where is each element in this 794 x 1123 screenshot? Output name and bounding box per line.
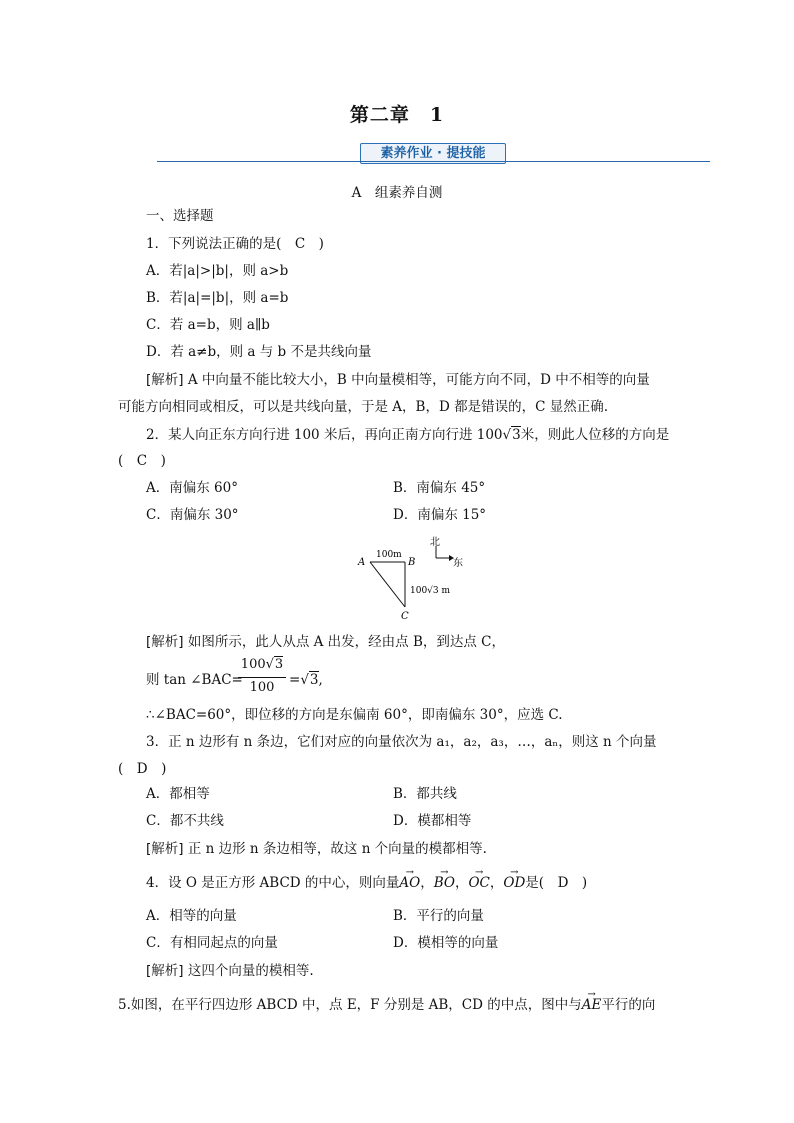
q1-analysis-text1: A 中向量不能比较大小，B 中向量模相等，可能方向不同，D 中不相等的向量 xyxy=(187,372,650,388)
analysis-tag: [解析] xyxy=(146,372,184,388)
result-comma: , xyxy=(318,672,323,688)
sqrt-radicand: 3 xyxy=(274,657,284,672)
q3-option-c: C．都不共线 xyxy=(146,813,224,829)
q1-analysis-line1 xyxy=(146,371,650,389)
q2-option-a: A．南偏东 60° xyxy=(146,480,238,496)
sqrt-expression: √3 xyxy=(300,672,319,688)
q2-option-c: C．南偏东 30° xyxy=(146,507,239,523)
q3-option-b: B．都共线 xyxy=(393,786,457,802)
q2-figure xyxy=(350,533,480,625)
vector-od: → OD xyxy=(503,874,525,892)
point-b-label: B xyxy=(408,557,416,568)
analysis-tag: [解析] xyxy=(146,634,184,650)
fraction-bar xyxy=(238,677,286,678)
sqrt-radicand: 3 xyxy=(512,427,521,443)
q4-stem-prefix: 4．设 O 是正方形 ABCD 的中心，则向量 xyxy=(146,875,400,891)
q2-analysis-result xyxy=(289,671,323,689)
fraction-numerator xyxy=(236,657,288,672)
q4-analysis xyxy=(146,962,314,980)
q2-analysis-prefix: 则 tan ∠BAC= xyxy=(146,672,243,688)
compass-east-label: 东 xyxy=(453,558,463,569)
q2-option-b: B．南偏东 45° xyxy=(393,480,486,496)
q1-option-b: B．若|a|=|b|，则 a=b xyxy=(146,290,289,306)
vector-oc: → OC xyxy=(468,874,489,892)
q2-stem-line2: ( C ) xyxy=(118,453,166,469)
equals-sign: = xyxy=(289,672,301,688)
length-ab-label: 100m xyxy=(376,550,402,560)
q5-stem xyxy=(118,996,655,1014)
q1-stem: 1．下列说法正确的是( C ) xyxy=(146,236,324,252)
sqrt-expression: √3 xyxy=(265,657,284,672)
q2-stem-part1: 2．某人向正东方向行进 100 米后，再向正南方向行进 100 xyxy=(146,427,503,443)
q5-stem-prefix: 5.如图，在平行四边形 ABCD 中，点 E，F 分别是 AB，CD 的中点，图中与 xyxy=(118,997,582,1013)
q3-analysis xyxy=(146,840,487,858)
compass-north-label: 北 xyxy=(430,537,440,548)
q4-option-b: B．平行的向量 xyxy=(393,908,484,924)
q2-analysis-line1 xyxy=(146,633,505,651)
q4-analysis-text: 这四个向量的模相等. xyxy=(187,963,314,979)
q4-stem-suffix: 是( D ) xyxy=(525,875,588,891)
q3-stem-line1: 3．正 n 边形有 n 条边，它们对应的向量依次为 a₁，a₂，a₃，…，aₙ，则这 n 个向量 xyxy=(146,734,657,750)
q1-option-c: C．若 a=b，则 a∥b xyxy=(146,317,270,333)
section-heading: 一、选择题 xyxy=(146,208,214,224)
vector-bo: → BO xyxy=(434,874,455,892)
sqrt-expression: √3 xyxy=(502,427,521,443)
numerator-coefficient: 100 xyxy=(240,657,266,672)
q3-option-d: D．模都相等 xyxy=(393,813,472,829)
point-a-label: A xyxy=(358,557,366,568)
q2-stem-line1 xyxy=(146,426,669,444)
q4-option-c: C．有相同起点的向量 xyxy=(146,935,278,951)
sqrt-radicand: 3 xyxy=(309,672,319,688)
q1-option-a: A．若|a|>|b|，则 a>b xyxy=(146,263,289,279)
q3-analysis-text: 正 n 边形 n 条边相等，故这 n 个向量的模都相等. xyxy=(187,841,487,857)
q4-option-d: D．模相等的向量 xyxy=(393,935,499,951)
section-banner: 素养作业 · 提技能 xyxy=(360,143,506,164)
vector-ao: → AO xyxy=(399,874,420,892)
q3-stem-line2: ( D ) xyxy=(118,761,167,777)
q4-stem: 4．设 O 是正方形 ABCD 的中心，则向量→ AO，→ BO，→ OC，→ OD是( D ) xyxy=(146,874,587,892)
fraction-denominator: 100 xyxy=(249,680,275,695)
segment-ac xyxy=(370,562,405,607)
q3-option-a: A．都相等 xyxy=(146,786,210,802)
analysis-tag: [解析] xyxy=(146,963,184,979)
q1-analysis-line2: 可能方向相同或相反，可以是共线向量，于是 A，B，D 都是错误的，C 显然正确. xyxy=(118,399,608,415)
chapter-title: 第二章 1 xyxy=(349,104,445,126)
q4-option-a: A．相等的向量 xyxy=(146,908,237,924)
analysis-tag: [解析] xyxy=(146,841,184,857)
q2-analysis-text1: 如图所示，此人从点 A 出发，经由点 B，到达点 C， xyxy=(187,634,506,650)
q5-stem-suffix: 平行的向 xyxy=(601,997,656,1013)
length-bc-label: 100√3 m xyxy=(410,586,451,596)
q2-analysis-line3: ∴∠BAC=60°，即位移的方向是东偏南 60°，即南偏东 30°，应选 C. xyxy=(146,707,563,723)
q1-option-d: D．若 a≠b，则 a 与 b 不是共线向量 xyxy=(146,344,372,360)
header-rule xyxy=(157,161,710,162)
q2-option-d: D．南偏东 15° xyxy=(393,507,487,523)
vector-ae: → AE xyxy=(582,996,602,1014)
point-c-label: C xyxy=(401,611,409,622)
q2-stem-part2: 米，则此人位移的方向是 xyxy=(520,427,670,443)
group-title: A 组素养自测 xyxy=(351,185,443,201)
